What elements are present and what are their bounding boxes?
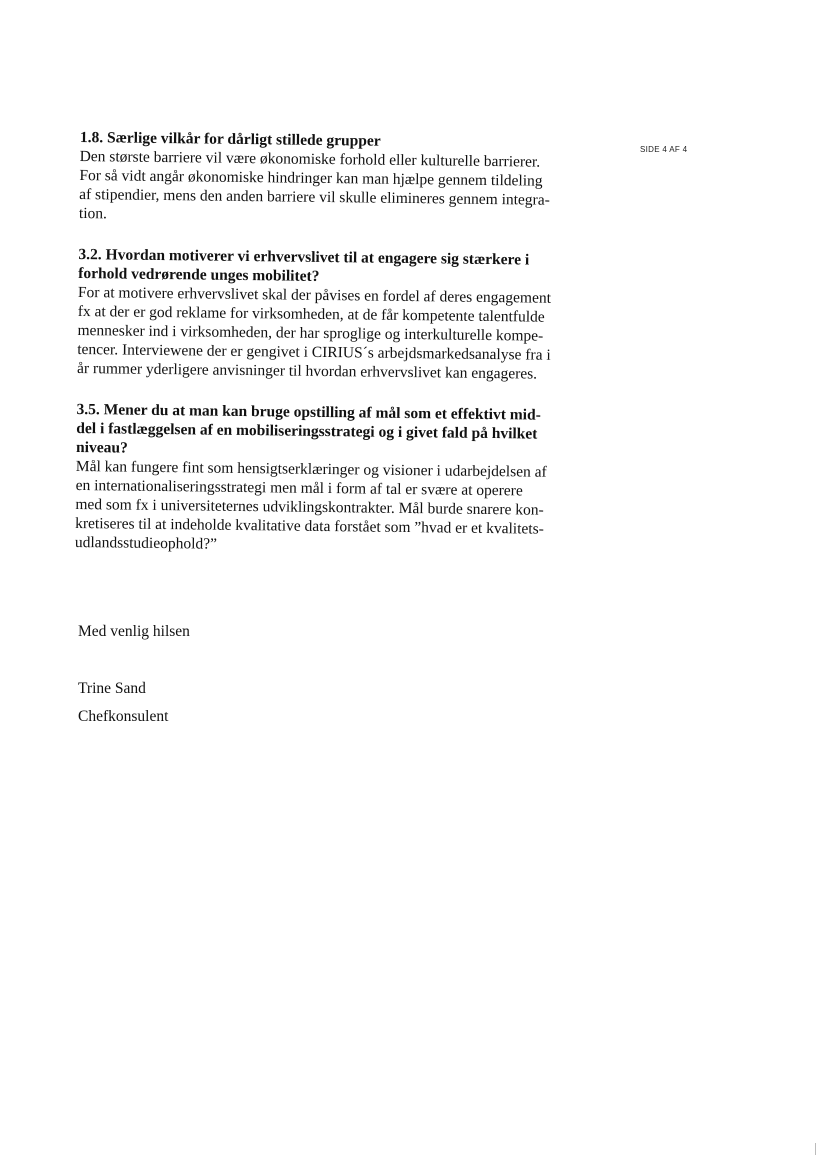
section-paragraph — [79, 147, 600, 229]
paragraph-line: en internationaliseringsstrategi men mål i form af tal er svære at operere — [75, 476, 523, 500]
heading-line: 3.2. Hvordan motiverer vi erhvervslivet til at engagere sig stærkere i — [78, 245, 530, 269]
page-number: SIDE 4 AF 4 — [640, 145, 688, 154]
paragraph-line: kretiseres til at indeholde kvalitative data forstået som ”hvad er et kvalitets- — [75, 514, 544, 538]
paragraph-line: For at motivere erhvervslivet skal der påvises en fordel af deres engagement — [77, 283, 552, 307]
heading-line: forhold vedrørende unges mobilitet? — [78, 264, 320, 285]
heading-line: niveau? — [75, 438, 128, 457]
paragraph-line: mennesker ind i virksomheden, der har sproglige og interkulturelle kompe- — [77, 321, 544, 345]
section-paragraph — [77, 283, 598, 384]
heading-line: 1.8. Særlige vilkår for dårligt stillede grupper — [79, 128, 381, 150]
paragraph-line: med som fx i universiteternes udviklingskontrakter. Mål burde snarere kon- — [75, 495, 544, 519]
paragraph-line: fx at der er god reklame for virksomheden, at de får kompetente talentfulde — [77, 302, 545, 326]
section-3-2 — [77, 245, 599, 384]
letter-body — [75, 128, 600, 580]
closing-greeting: Med venlig hilsen — [78, 623, 190, 640]
paragraph-line: tencer. Interviewene der er gengivet i CIRIUS´s arbejdsmarkedsanalyse fra i — [77, 340, 551, 364]
paragraph-line: tion. — [78, 204, 108, 223]
section-3-5 — [75, 400, 597, 558]
scan-edge-mark — [815, 1143, 816, 1155]
paragraph-line: Den største barriere vil være økonomiske forhold eller kulturelle barrierer. — [79, 147, 541, 171]
section-paragraph — [75, 457, 596, 558]
heading-line: del i fastlæggelsen af en mobiliseringsstrategi og i givet fald på hvilket — [76, 419, 538, 443]
signatory-name: Trine Sand — [78, 680, 146, 697]
paragraph-line: år rummer yderligere anvisninger til hvordan erhvervslivet kan engageres. — [76, 359, 538, 383]
paragraph-line: udlandsstudieophold?” — [74, 533, 218, 553]
paragraph-line: af stipendier, mens den anden barriere vil skulle elimineres gennem integra- — [79, 185, 550, 209]
section-1-8 — [79, 128, 600, 229]
section-heading — [76, 400, 597, 463]
heading-line: 3.5. Mener du at man kan bruge opstilling af mål som et effektivt mid- — [76, 400, 541, 424]
paragraph-line: Mål kan fungere fint som hensigtserklæringer og visioner i udarbejdelsen af — [75, 457, 547, 481]
section-heading — [78, 245, 598, 289]
signatory-title: Chefkonsulent — [78, 708, 169, 725]
paragraph-line: For så vidt angår økonomiske hindringer kan man hjælpe gennem tildeling — [79, 166, 543, 190]
